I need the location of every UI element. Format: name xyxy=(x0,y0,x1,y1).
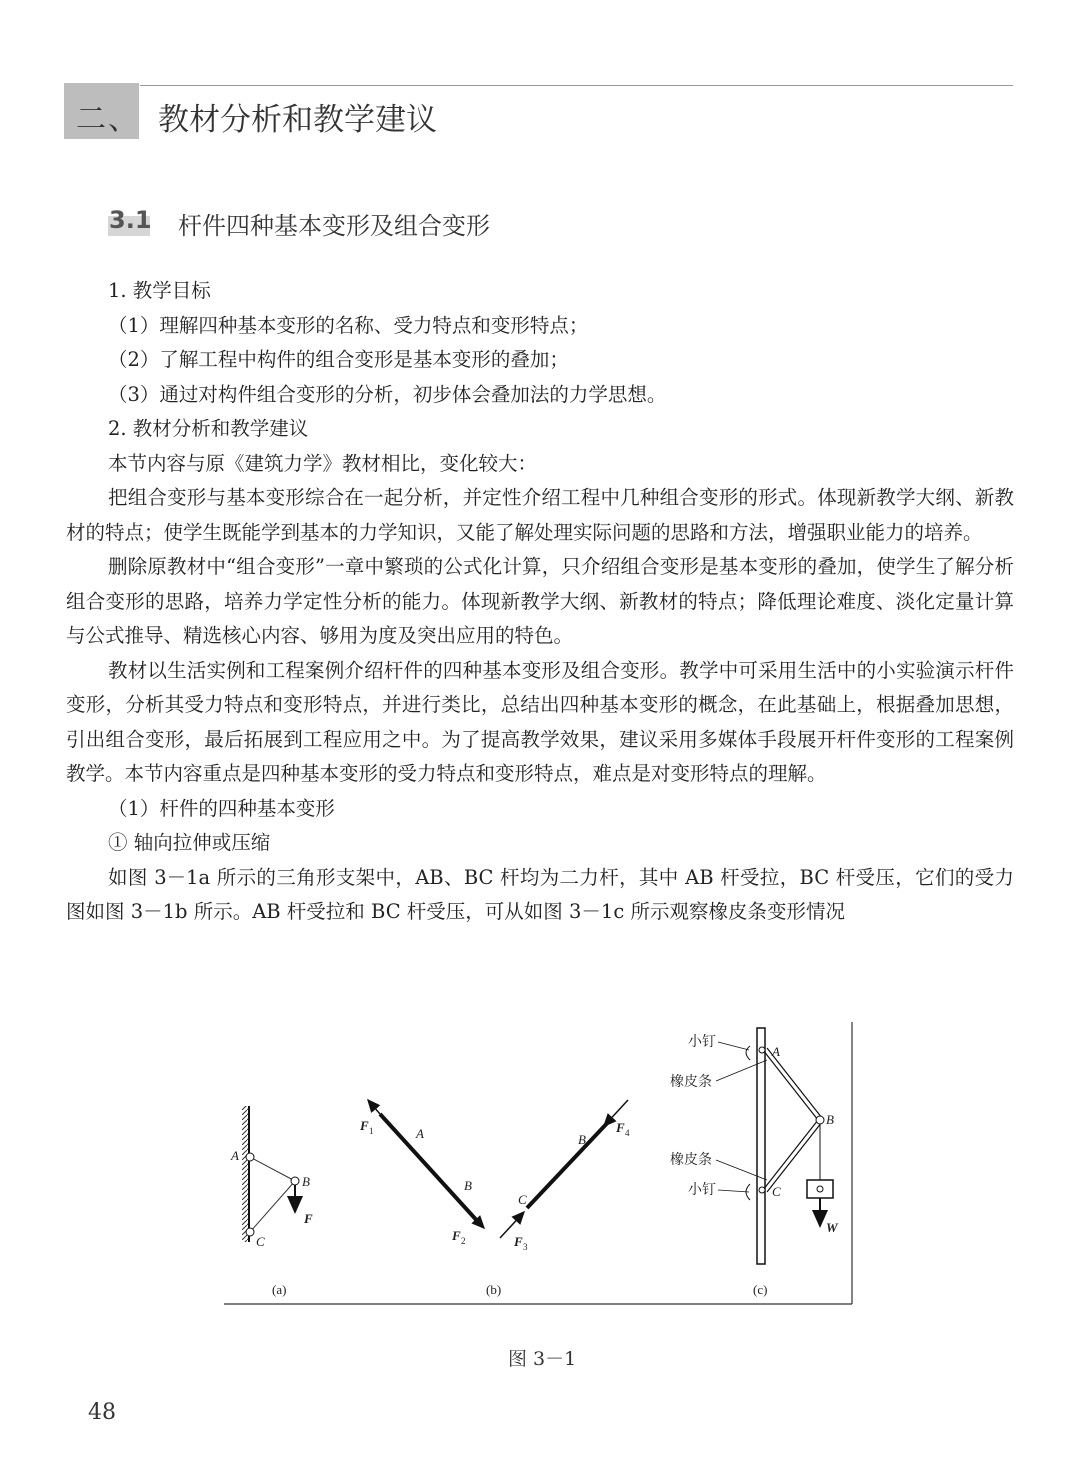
subfigure-label-a: (a) xyxy=(272,1282,287,1297)
bar-bc-fbd xyxy=(527,1118,612,1208)
subheading: ① 轴向拉伸或压缩 xyxy=(108,831,271,854)
header-rule xyxy=(140,85,1013,86)
heading-analysis: 2. 教材分析和教学建议 xyxy=(108,417,309,440)
label-f3: F xyxy=(514,1234,523,1249)
goal-item: （2）了解工程中构件的组合变形是基本变形的叠加； xyxy=(108,348,569,371)
label-rubber-top: 橡皮条 xyxy=(670,1075,712,1090)
label-c: C xyxy=(256,1234,265,1249)
pin-b xyxy=(291,1177,299,1185)
heading-teaching-goals: 1. 教学目标 xyxy=(108,279,211,302)
label-f3-sub: 3 xyxy=(523,1242,528,1252)
subfigure-c xyxy=(670,1028,839,1297)
subfigure-a xyxy=(230,1106,313,1297)
pin-b-model xyxy=(816,1116,824,1124)
section-number: 3.1 xyxy=(109,206,152,234)
label-a-model: A xyxy=(772,1044,780,1059)
figure-caption: 图 3－1 xyxy=(508,1348,577,1370)
label-w: W xyxy=(826,1220,838,1235)
label-f4: F xyxy=(616,1120,625,1135)
paragraph: 删除原教材中“组合变形”一章中繁琐的公式化计算，只介绍组合变形是基本变形的叠加，使学生了解分析组合变形的思路，培养力学定性分析的能力。体现新教学大纲、新教材的特点；降低理论难度、淡化定量计算与公式推导、精选核心内容、够用为度及突出应用的特色。 xyxy=(66,555,1014,647)
page-number: 48 xyxy=(88,1400,116,1425)
label-a-fbd: A xyxy=(416,1126,424,1141)
label-f1-sub: 1 xyxy=(369,1126,374,1136)
label-nail-bottom: 小钉 xyxy=(688,1183,716,1198)
subfigure-b xyxy=(359,1100,630,1297)
figure-3-1 xyxy=(222,1020,862,1310)
label-c-model: C xyxy=(772,1184,781,1199)
chapter-number: 二、 xyxy=(76,102,140,137)
label-a: A xyxy=(231,1148,239,1163)
paragraph: 把组合变形与基本变形综合在一起分析，并定性介绍工程中几种组合变形的形式。体现新教学大纲、新教材的特点；使学生既能学到基本的力学知识，又能了解处理实际问题的思路和方法，增强职业能力的培养。 xyxy=(66,486,1014,544)
nail-c xyxy=(759,1187,765,1193)
bar-ab xyxy=(250,1157,295,1181)
chapter-title: 教材分析和教学建议 xyxy=(158,102,437,138)
label-f2-sub: 2 xyxy=(461,1236,466,1246)
label-nail-top: 小钉 xyxy=(688,1035,716,1050)
bar-ab-fbd xyxy=(380,1114,480,1224)
force-arrow-f1 xyxy=(368,1100,380,1114)
subfigure-label-c: (c) xyxy=(753,1282,768,1297)
subheading: （1）杆件的四种基本变形 xyxy=(108,796,335,820)
force-arrow-f2 xyxy=(468,1211,484,1228)
paragraph: 教材以生活实例和工程案例介绍杆件的四种基本变形及组合变形。教学中可采用生活中的小实验演示杆件变形，分析其受力特点和变形特点，并进行类比，总结出四种基本变形的概念，在此基础上，根据叠加思想，引出组合变形，最后拓展到工程应用之中。为了提高教学效果，建议采用多媒体手段展开杆件变形的工程案例教学。本节内容重点是四种基本变形的受力特点和变形特点，难点是对变形特点的理解。 xyxy=(66,658,1014,785)
paragraph: 如图 3－1a 所示的三角形支架中，AB、BC 杆均为二力杆，其中 AB 杆受拉，BC 杆受压，它们的受力图如图 3－1b 所示。AB 杆受拉和 BC 杆受压，可从如图 3－1c 所示观察橡皮条变形情况 xyxy=(66,865,1014,923)
label-f1: F xyxy=(360,1118,369,1133)
label-b2-fbd: B xyxy=(578,1132,586,1147)
rubber-ab-1 xyxy=(763,1050,818,1120)
bar-bc xyxy=(250,1181,295,1232)
label-f4-sub: 4 xyxy=(625,1128,630,1138)
weight-box xyxy=(807,1180,833,1198)
pin-c xyxy=(246,1228,254,1236)
label-f: F xyxy=(304,1211,313,1226)
intro-line: 本节内容与原《建筑力学》教材相比，变化较大： xyxy=(108,451,538,475)
label-c-fbd: C xyxy=(518,1192,527,1207)
goal-item: （1）理解四种基本变形的名称、受力特点和变形特点； xyxy=(108,313,589,337)
label-b: B xyxy=(302,1174,310,1189)
leader-nail-bottom xyxy=(718,1190,749,1192)
pin-a xyxy=(246,1153,254,1161)
wall-hatch xyxy=(242,1106,248,1242)
subfigure-label-b: (b) xyxy=(486,1282,502,1297)
nail-a-band xyxy=(746,1046,750,1060)
leader-nail-top xyxy=(718,1042,749,1050)
body-text xyxy=(66,274,1014,930)
goal-item: （3）通过对构件组合变形的分析，初步体会叠加法的力学思想。 xyxy=(108,382,667,406)
nail-a xyxy=(759,1047,765,1053)
label-b-model: B xyxy=(826,1112,834,1127)
label-b-fbd: B xyxy=(464,1178,472,1193)
section-title: 杆件四种基本变形及组合变形 xyxy=(178,212,490,240)
label-f2: F xyxy=(452,1228,461,1243)
label-rubber-bottom: 橡皮条 xyxy=(670,1153,712,1168)
